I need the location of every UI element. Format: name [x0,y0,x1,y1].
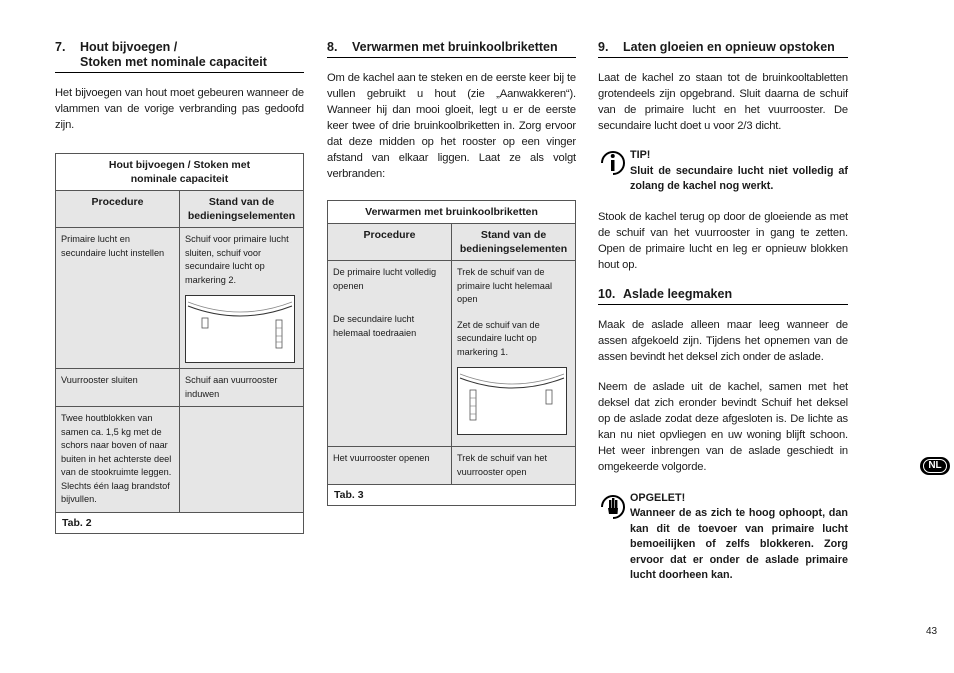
section-8-text: Om de kachel aan te steken en de eerste keer bij te vullen gebruikt u hout (zie „Aanwakkeren“). Wanneer hij dan mooi gloeit, legt u er de eerste keer twee of drie bruinkoolbriketten in. Zorg ervoor dat deze midden op het rooster op een vinger afstand van elkaar liggen. Laat ze als volgt verbranden: [327,72,576,180]
section-8-number: 8. [327,40,338,54]
table-row [328,447,576,485]
section-7-heading [55,40,304,73]
table-3-row3-procedure: Het vuurrooster openen [328,447,452,485]
section-7-title-line1: Hout bijvoegen / [80,40,178,54]
section-9-heading [598,40,848,58]
tip-text: Sluit de secundaire lucht niet volledig af zolang de kachel nog werkt. [630,164,848,192]
table-2-row1-setting-cell [180,228,304,369]
section-10-text1: Maak de aslade alleen maar leeg wanneer de assen afgekoeld zijn. Tijdens het opnemen van de assen bevindt het deksel zich onder de aslade. [598,318,848,363]
warning-label: OPGELET! [630,491,686,504]
table-3-row2-setting: Zet de schuif van de secundaire lucht op markering 1. [457,319,540,357]
section-9-title: Laten gloeien en opnieuw opstoken [623,40,835,54]
table-2-row2-procedure: Vuurrooster sluiten [56,369,180,407]
section-10-text2: Neem de aslade uit de kachel, samen met het deksel dat zich eronder bevindt Schuif het deksel op de aslade zodat deze afgesloten is. De lichte as kan nu niet opvliegen en uw woning blijft schoon. Het weer inbrengen van de aslade geschiedt in omgekeerde volgorde. [598,380,848,473]
table-row [328,261,576,447]
section-10-heading [598,287,848,305]
page-number: 43 [926,626,938,637]
table-2-row2-setting: Schuif aan vuurrooster induwen [180,369,304,407]
table-3-caption: Tab. 3 [328,485,576,506]
tip-note [598,148,848,195]
table-3-row1-procedure [328,261,452,447]
info-icon [598,148,630,195]
table-row [56,228,304,369]
section-9-text2: Stook de kachel terug op door de gloeiende as met de schuif van het vuurrooster in gang te zetten. Open de primaire lucht en leg er opnieuw blokken hout op. [598,210,848,271]
section-8-heading [327,40,576,58]
table-row [56,369,304,407]
table-2-row3-setting [180,407,304,513]
section-10-number: 10. [598,286,616,301]
warning-note [598,491,848,584]
table-3-header-procedure: Procedure [328,224,452,261]
table-3-row1-setting-cell [452,261,576,447]
section-9-text: Laat de kachel zo staan tot de bruinkooltabletten grotendeels zijn opgebrand. Sluit daarna de schuif van de primaire lucht en het vuurrooster. De secundaire lucht doet u voor 2/3 dicht. [598,72,848,132]
section-7-title-line2: Stoken met nominale capaciteit [80,55,267,69]
table-3-row1-procedure-text: De primaire lucht volledig openen [333,267,437,291]
column-section-7 [55,40,304,534]
warning-text: Wanneer de as zich te hoog ophoopt, dan kan dit de toevoer van primaire lucht bemoeilijken of zelfs blokkeren. Zorg ervoor dat er onder de aslade primaire lucht doorheen kan. [630,507,848,581]
column-section-8 [327,40,576,506]
table-2-header-procedure: Procedure [56,191,180,228]
table-3-row2-procedure: De secundaire lucht helemaal toedraaien [333,314,417,338]
table-2-caption: Tab. 2 [56,512,304,533]
table-2 [55,153,304,534]
table-3-title: Verwarmen met bruinkoolbriketten [328,201,576,224]
tip-label: TIP! [630,149,651,161]
table-row [56,407,304,513]
section-9-number: 9. [598,40,609,54]
table-2-row3-procedure: Twee houtblokken van samen ca. 1,5 kg met de schors naar boven of naar buiten in het achterste deel van de stookruimte leggen. Slechts één laag brandstof bijvullen. [56,407,180,513]
section-7-text: Het bijvoegen van hout moet gebeuren wanneer de vlammen van de vorige verbranding pas gedoofd zijn. [55,87,304,131]
column-section-9-10 [598,40,848,598]
air-slider-illustration [185,295,295,363]
section-8-title: Verwarmen met bruinkoolbriketten [352,40,558,54]
section-10-title: Aslade leegmaken [623,286,733,301]
table-3-row1-setting: Trek de schuif van de primaire lucht helemaal open [457,267,552,304]
table-2-title: Hout bijvoegen / Stoken met nominale capaciteit [56,154,304,191]
language-badge: NL [920,457,950,475]
table-2-row1-setting: Schuif voor primaire lucht sluiten, schuif voor secundaire lucht op markering 2. [185,234,289,285]
air-slider-illustration [457,367,567,435]
table-2-row1-procedure: Primaire lucht en secundaire lucht instellen [56,228,180,369]
table-3-header-setting: Stand van de bedieningselementen [452,224,576,261]
section-7-number: 7. [55,40,66,54]
table-2-header-setting: Stand van de bedieningselementen [180,191,304,228]
table-3-row3-setting: Trek de schuif van het vuurrooster open [452,447,576,485]
table-3 [327,200,576,506]
warning-hand-icon [598,491,630,584]
